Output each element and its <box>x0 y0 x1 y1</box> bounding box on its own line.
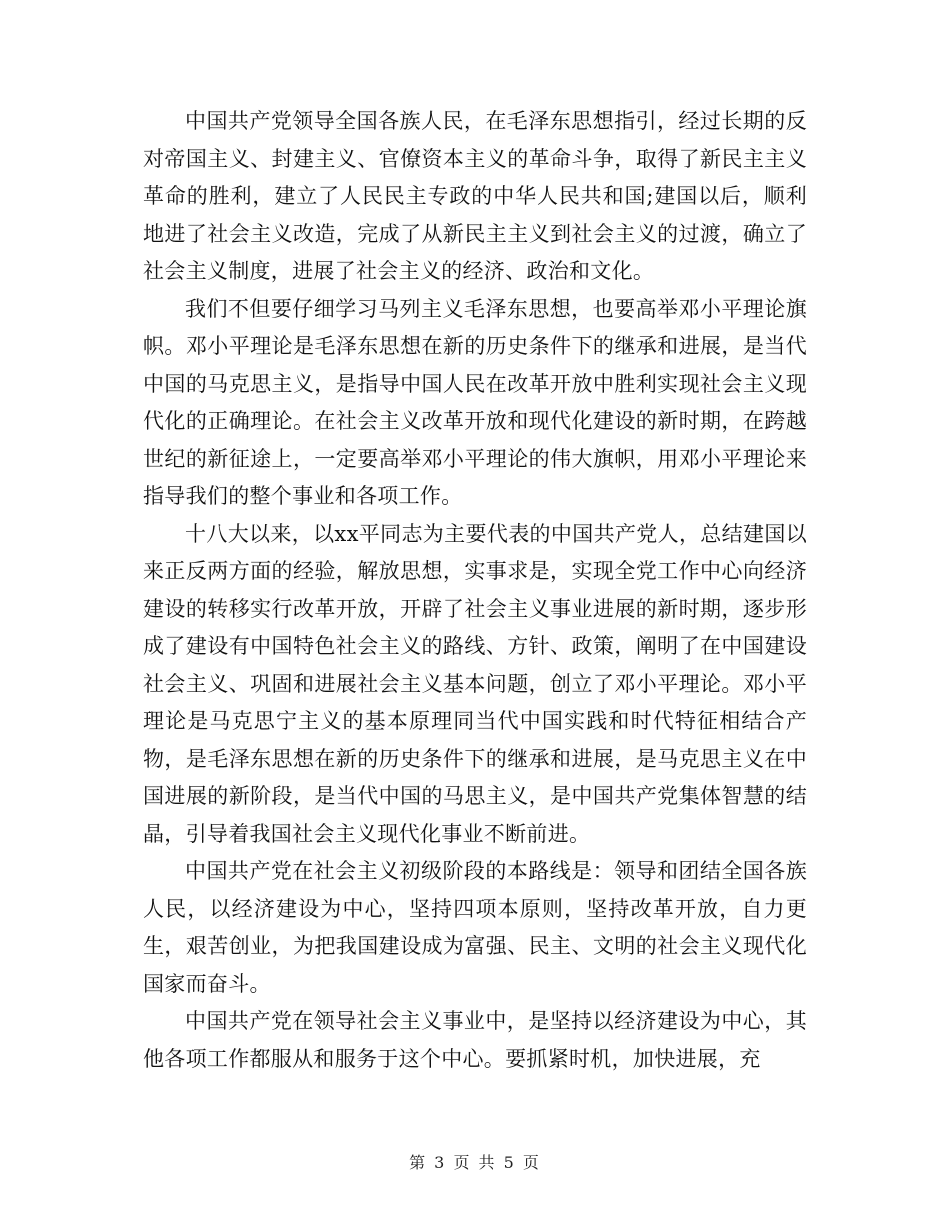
paragraph-4: 中国共产党在社会主义初级阶段的本路线是：领导和团结全国各族人民，以经济建设为中心，坚持四项本原则，坚持改革开放，自力更生，艰苦创业，为把我国建设成为富强、民主、文明的社会主义现代化国家而奋斗。 <box>143 859 807 996</box>
paragraph-1: 中国共产党领导全国各族人民，在毛泽东思想指引，经过长期的反对帝国主义、封建主义、官僚资本主义的革命斗争，取得了新民主主义革命的胜利，建立了人民民主专政的中华人民共和国;建国以后，顺利地进了社会主义改造，完成了从新民主主义到社会主义的过渡，确立了社会主义制度，进展了社会主义的经济、政治和文化。 <box>143 109 807 283</box>
document-body <box>143 103 807 1078</box>
page-number-footer: 第 3 页 共 5 页 <box>409 1153 541 1172</box>
paragraph-5: 中国共产党在领导社会主义事业中，是坚持以经济建设为中心，其他各项工作都服从和服务于这个中心。要抓紧时机，加快进展，充 <box>143 1009 807 1071</box>
paragraph-2: 我们不但要仔细学习马列主义毛泽东思想，也要高举邓小平理论旗帜。邓小平理论是毛泽东思想在新的历史条件下的继承和进展，是当代中国的马克思主义，是指导中国人民在改革开放中胜利实现社会主义现代化的正确理论。在社会主义改革开放和现代化建设的新时期，在跨越世纪的新征途上，一定要高举邓小平理论的伟大旗帜，用邓小平理论来指导我们的整个事业和各项工作。 <box>143 296 807 508</box>
paragraph-3: 十八大以来，以xx平同志为主要代表的中国共产党人，总结建国以来正反两方面的经验，解放思想，实事求是，实现全党工作中心向经济建设的转移实行改革开放，开辟了社会主义事业进展的新时期，逐步形成了建设有中国特色社会主义的路线、方针、政策，阐明了在中国建设社会主义、巩固和进展社会主义基本问题，创立了邓小平理论。邓小平理论是马克思宁主义的基本原理同当代中国实践和时代特征相结合产物，是毛泽东思想在新的历史条件下的继承和进展，是马克思主义在中国进展的新阶段，是当代中国的马思主义，是中国共产党集体智慧的结晶，引导着我国社会主义现代化事业不断前进。 <box>143 521 807 846</box>
